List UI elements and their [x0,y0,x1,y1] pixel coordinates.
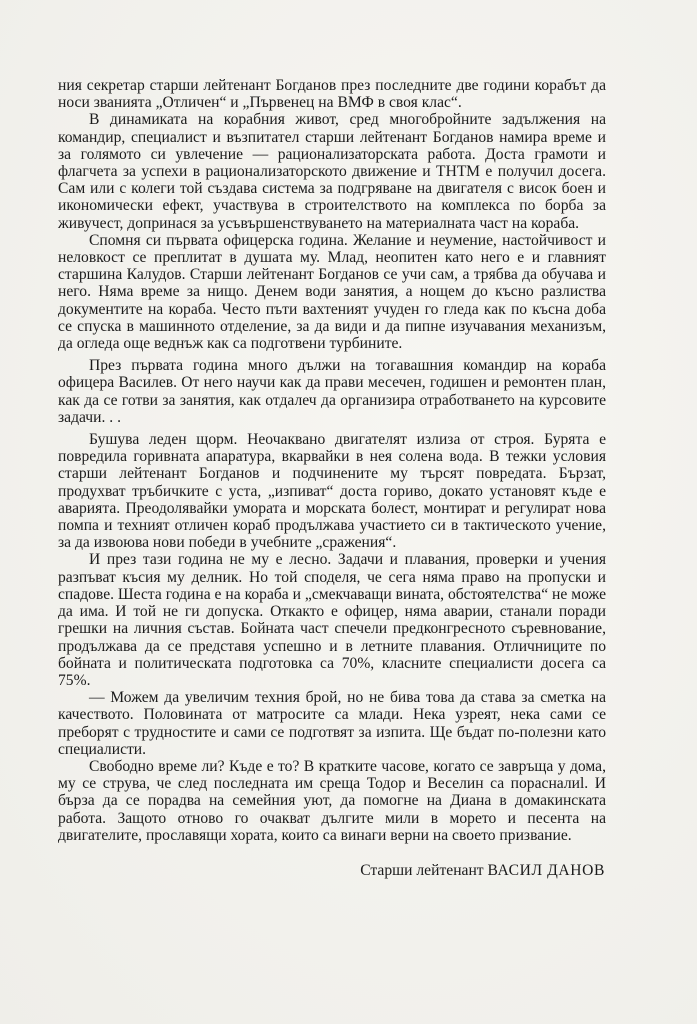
paragraph-8: Свободно време ли? Къде е то? В кратките часове, когато се завръща у дома, му се струва, че след последната им среща Тодор и Веселин са порасналиl. И бърза да се порадва на семейния уют, да помогне на Диана в домакинската работа. Защото отново го очакват дългите мили в морето и песента на двигателите, прославящи хората, които са винаги верни на своето призвание. [58,757,606,844]
author-signature [360,862,605,880]
paragraph-5: Бушува леден щорм. Неочаквано двигателят излиза от строя. Бурята е повредила горивната апаратура, вкарвайки в нея солена вода. В тежки условия старши лейтенант Богданов и подчинените му търсят повредата. Бързат, продухват тръбичките с уста, „изпиват“ доста гориво, докато установят къде е аварията. Преодолявайки умората и морската болест, монтират и регулират нова помпа и техният отличен кораб продължава участието си в тактическото учение, за да извоюва нови победи в учебните „сражения“. [58,431,606,552]
article-body [58,77,606,844]
paragraph-7: — Можем да увеличим техния брой, но не бива това да става за сметка на качеството. Половината от матросите са млади. Нека узреят, нека сами се преборят с трудностите и сами се подготвят за изпита. Ще бъдат по-полезни като специалисти. [58,689,606,758]
paragraph-4: През първата година много дължи на тогавашния командир на кораба офицера Василев. От него научи как да прави месечен, годишен и ремонтен план, как да се готви за занятия, как отдалеч да организира отработването на курсовите задачи. . . [58,357,606,426]
paragraph-6: И през тази година не му е лесно. Задачи и плавания, проверки и учения разпъват късия му делник. Но той споделя, че сега няма право на пропуски и спадове. Шеста година е на кораба и „смекчаващи вината, обстоятелства“ не може да има. И той не ги допуска. Откакто е офицер, няма аварии, станали поради грешки на личния състав. Бойната част спечели предконгресното съревнование, продължава да се представя успешно и в летните плавания. Отличниците по бойната и политическата подготовка са 70%, класните специалисти досега са 75%. [58,551,606,689]
paragraph-3: Спомня си първата офицерска година. Желание и неумение, настойчивост и неловкост се преплитат в душата му. Млад, неопитен като него е и главният старшина Калудов. Старши лейтенант Богданов се учи сам, а трябва да обучава и него. Няма време за нищо. Денем води занятия, а нощем до късно разлиства документите на кораба. Често пъти вахтеният учуден го гледа как по късна доба се спуска в машинното отделение, за да види и да пипне изучавания механизъм, да огледа още веднъж как са подготвени турбините. [58,231,606,353]
paragraph-2: В динамиката на корабния живот, сред многобройните задължения на командир, специалист и възпитател старши лейтенант Богданов намира време и за голямото си увлечение — рационализаторската работа. Доста грамоти и флагчета за успехи в рационализаторското движение и ТНТМ е получил досега. Сам или с колеги той създава система за подгряване на двигателя с висок боен и икономически ефект, участвува в строителството на комплекса по борба за живучест, допринася за усъвършенствуването на материалната част на кораба. [58,111,606,232]
paragraph-1: ния секретар старши лейтенант Богданов през последните две години корабът да носи званията „Отличен“ и „Първенец на ВМФ в своя клас“. [58,77,606,112]
author-name: ВАСИЛ ДАНОВ [487,862,605,879]
author-rank: Старши лейтенант [360,862,484,879]
